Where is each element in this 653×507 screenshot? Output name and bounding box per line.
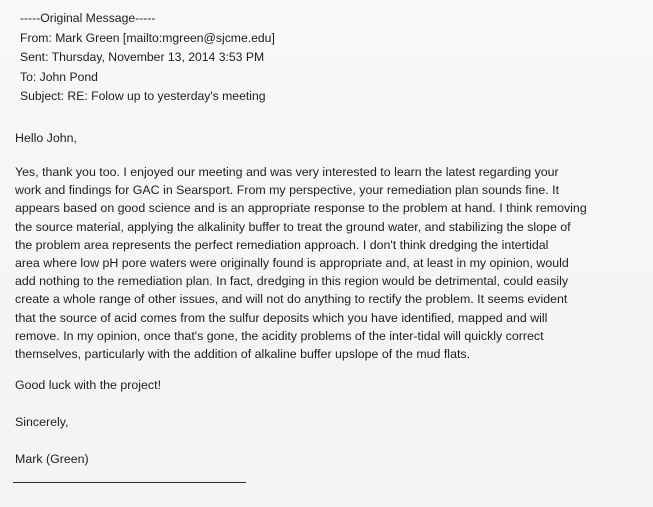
subject-line: Subject: RE: Folow up to yesterday's meeting bbox=[20, 89, 266, 103]
message-body bbox=[15, 163, 651, 363]
sent-line: Sent: Thursday, November 13, 2014 3:53 PM bbox=[20, 50, 265, 64]
closing-line: Good luck with the project! bbox=[15, 378, 162, 392]
signature-name: Mark (Green) bbox=[15, 452, 89, 466]
greeting: Hello John, bbox=[15, 131, 77, 145]
body-line: create a whole range of other issues, and will not do anything to rectify the problem. It seems evident bbox=[15, 292, 568, 307]
original-message-divider: -----Original Message----- bbox=[20, 11, 156, 25]
signature-rule bbox=[13, 482, 246, 483]
email-header bbox=[20, 9, 275, 107]
body-line: the source material, applying the alkalinity buffer to treat the ground water, and stabilizing the slope of bbox=[15, 219, 571, 234]
from-line: From: Mark Green [mailto:mgreen@sjcme.edu] bbox=[20, 30, 275, 45]
sign-off: Sincerely, bbox=[15, 415, 69, 429]
body-line: the problem area represents the perfect remediation approach. I don't think dredging the intertidal bbox=[15, 237, 549, 252]
body-line: Yes, thank you too. I enjoyed our meeting and was very interested to learn the latest regarding your bbox=[15, 165, 559, 179]
body-line: remove. In my opinion, once that's gone, the acidity problems of the inter-tidal will quickly correct bbox=[15, 328, 544, 343]
body-line: add nothing to the remediation plan. In fact, dredging in this region would be detrimental, could easily bbox=[15, 274, 569, 289]
body-line: work and findings for GAC in Searsport. From my perspective, your remediation plan sounds fine. It bbox=[15, 183, 560, 198]
body-line: that the source of acid comes from the sulfur deposits which you have identified, mapped and will bbox=[15, 310, 548, 325]
to-line: To: John Pond bbox=[20, 69, 98, 84]
body-line: area where low pH pore waters were originally found is appropriate and, at least in my opinion, would bbox=[15, 256, 569, 271]
body-line: themselves, particularly with the addition of alkaline buffer upslope of the mud flats. bbox=[15, 347, 471, 362]
body-line: appears based on good science and is an appropriate response to the problem at hand. I think removing bbox=[15, 201, 587, 216]
